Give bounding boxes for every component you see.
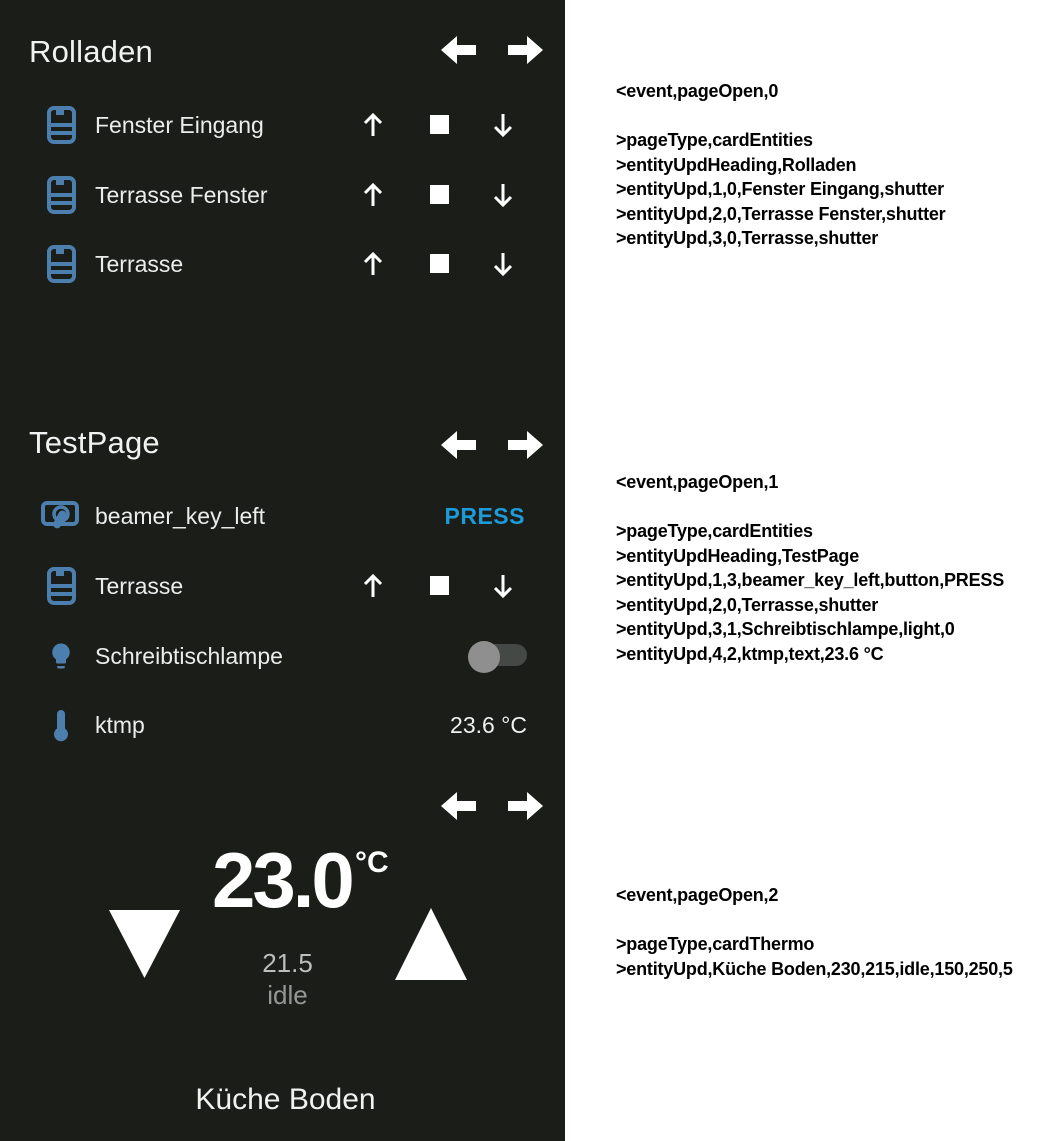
log-line: >entityUpdHeading,Rolladen (616, 154, 857, 175)
log-line: >entityUpd,2,0,Terrasse,shutter (616, 594, 879, 615)
press-button[interactable]: PRESS (444, 503, 525, 529)
nav-right-icon[interactable] (508, 790, 543, 822)
log-line (616, 104, 946, 129)
nav-right-icon[interactable] (508, 34, 543, 66)
shutter-stop-icon[interactable] (430, 576, 449, 595)
toggle-knob (468, 641, 500, 673)
entity-label: Terrasse (95, 251, 184, 277)
serial-log-block-0 (616, 79, 946, 251)
current-temperature: 23.0 (212, 836, 352, 924)
shutter-up-icon[interactable] (361, 573, 385, 604)
shutter-up-icon[interactable] (361, 251, 385, 282)
shutter-stop-icon[interactable] (430, 185, 449, 204)
shutter-down-icon[interactable] (491, 251, 515, 282)
entity-label: Terrasse (95, 573, 184, 599)
log-line: >entityUpd,1,3,beamer_key_left,button,PRESS (616, 570, 1005, 590)
log-line: >entityUpd,2,0,Terrasse Fenster,shutter (616, 203, 946, 224)
log-line: >pageType,cardEntities (616, 130, 813, 150)
hvac-state: idle (267, 980, 308, 1010)
nav-left-icon[interactable] (441, 790, 476, 822)
serial-log-block-2 (616, 883, 1013, 981)
log-line: >entityUpd,3,0,Terrasse,shutter (616, 228, 879, 248)
entity-label: ktmp (95, 712, 145, 738)
log-line: <event,pageOpen,0 (616, 81, 779, 101)
target-temperature: 21.5 (262, 948, 313, 978)
log-line: >entityUpd,3,1,Schreibtischlampe,light,0 (616, 619, 955, 639)
lightbulb-icon (46, 639, 76, 678)
log-line: <event,pageOpen,1 (616, 472, 779, 492)
shutter-up-icon[interactable] (361, 112, 385, 143)
entity-label: Terrasse Fenster (95, 182, 268, 208)
temperature-unit: °C (355, 846, 389, 879)
nav-left-icon[interactable] (441, 429, 476, 461)
light-toggle-switch[interactable] (468, 641, 528, 673)
entity-label: Schreibtischlampe (95, 643, 283, 669)
shutter-down-icon[interactable] (491, 573, 515, 604)
temperature-value: 23.6 °C (450, 712, 527, 738)
window-shutter-icon (46, 175, 77, 220)
thermometer-icon (50, 708, 72, 747)
log-line: >pageType,cardEntities (616, 521, 813, 541)
entity-label: beamer_key_left (95, 503, 266, 529)
log-line: >entityUpd,Küche Boden,230,215,idle,150,250,5 (616, 958, 1013, 979)
card-title-testpage: TestPage (29, 425, 160, 460)
window-shutter-icon (46, 244, 77, 289)
window-shutter-icon (46, 566, 77, 611)
shutter-down-icon[interactable] (491, 182, 515, 213)
log-line: <event,pageOpen,2 (616, 885, 779, 905)
shutter-stop-icon[interactable] (430, 254, 449, 273)
log-line (616, 495, 1004, 520)
log-line (616, 908, 1013, 933)
shutter-down-icon[interactable] (491, 112, 515, 143)
gesture-tap-button-icon (40, 499, 80, 540)
thermo-title: Küche Boden (195, 1083, 376, 1116)
nav-left-icon[interactable] (441, 34, 476, 66)
log-line: >entityUpd,4,2,ktmp,text,23.6 °C (616, 643, 884, 664)
log-line: >entityUpdHeading,TestPage (616, 545, 860, 566)
window-shutter-icon (46, 105, 77, 150)
log-line: >pageType,cardThermo (616, 934, 815, 954)
shutter-up-icon[interactable] (361, 182, 385, 213)
shutter-stop-icon[interactable] (430, 115, 449, 134)
serial-log-block-1 (616, 470, 1004, 666)
log-line: >entityUpd,1,0,Fenster Eingang,shutter (616, 179, 944, 199)
nav-right-icon[interactable] (508, 429, 543, 461)
entity-label: Fenster Eingang (95, 112, 264, 138)
card-title-rolladen: Rolladen (29, 34, 153, 69)
